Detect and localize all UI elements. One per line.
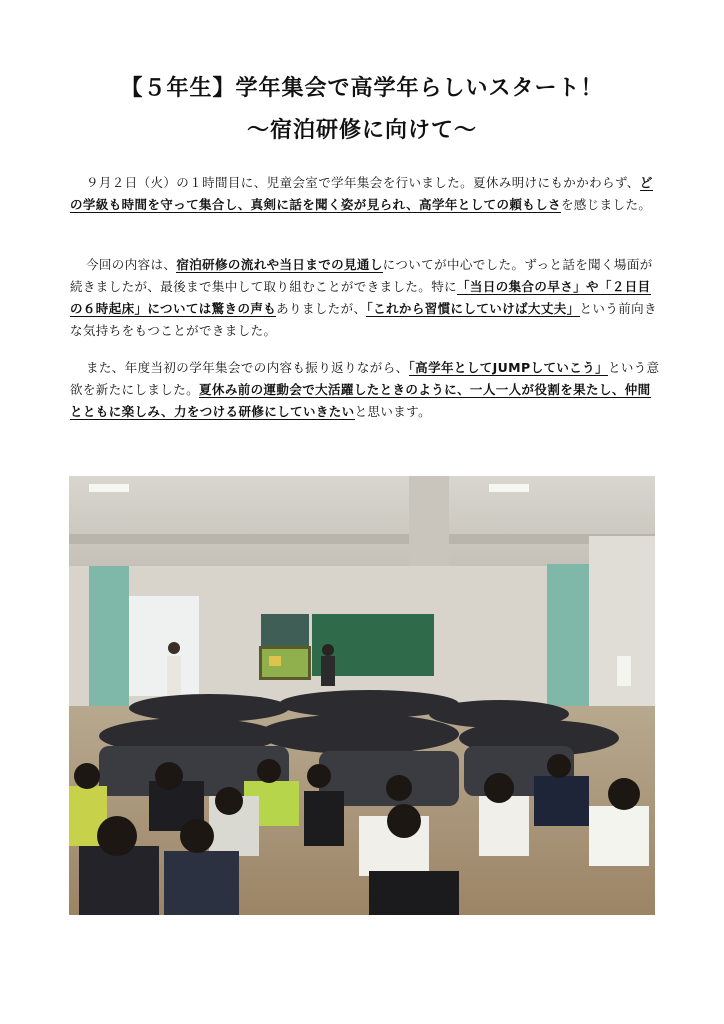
emphasis-text: 「当日の集合の早さ」や「２日目の６時起床」については驚きの声も [70, 279, 651, 316]
paragraph-text: についてが中心でした。ずっと話を聞く場面が続きましたが、最後まで集中して取り組むことができました。特に [70, 257, 653, 294]
paragraph-text: 今回の内容は、 [86, 257, 177, 272]
paragraph-text: ありましたが、 [276, 301, 367, 316]
page-title: 【５年生】学年集会で高学年らしいスタート！ [120, 76, 604, 101]
emphasis-text: 「これから習慣にしていけば大丈夫」 [366, 301, 580, 316]
page-subtitle: ～宿泊研修に向けて～ [246, 118, 477, 143]
paragraph-1 [70, 172, 660, 216]
assembly-photo [69, 476, 655, 915]
paragraph-text: と思います。 [354, 404, 431, 419]
paragraph-3 [70, 357, 660, 423]
paragraph-text: という前向きな気持ちをもつことができました。 [70, 301, 657, 338]
paragraph-text: また、年度当初の学年集会での内容も振り返りながら、 [86, 360, 409, 375]
emphasis-text: 「高学年としてJUMPしていこう」 [408, 360, 608, 375]
paragraph-text: を感じました。 [560, 197, 652, 212]
emphasis-text: 宿泊研修の流れや当日までの見通し [176, 257, 383, 272]
emphasis-text: 夏休み前の運動会で大活躍したときのように、一人一人が役割を果たし、仲間とともに楽しみ、力をつける研修にしていきたい [70, 382, 651, 419]
paragraph-text: ９月２日（火）の１時間目に、児童会室で学年集会を行いました。夏休み明けにもかかわらず、 [86, 175, 640, 190]
paragraph-text: という意欲を新たにしました。 [70, 360, 660, 397]
paragraph-2 [70, 254, 660, 342]
emphasis-text: どの学級も時間を守って集合し、真剣に話を聞く姿が見られ、高学年としての頼もしさ [70, 175, 653, 212]
